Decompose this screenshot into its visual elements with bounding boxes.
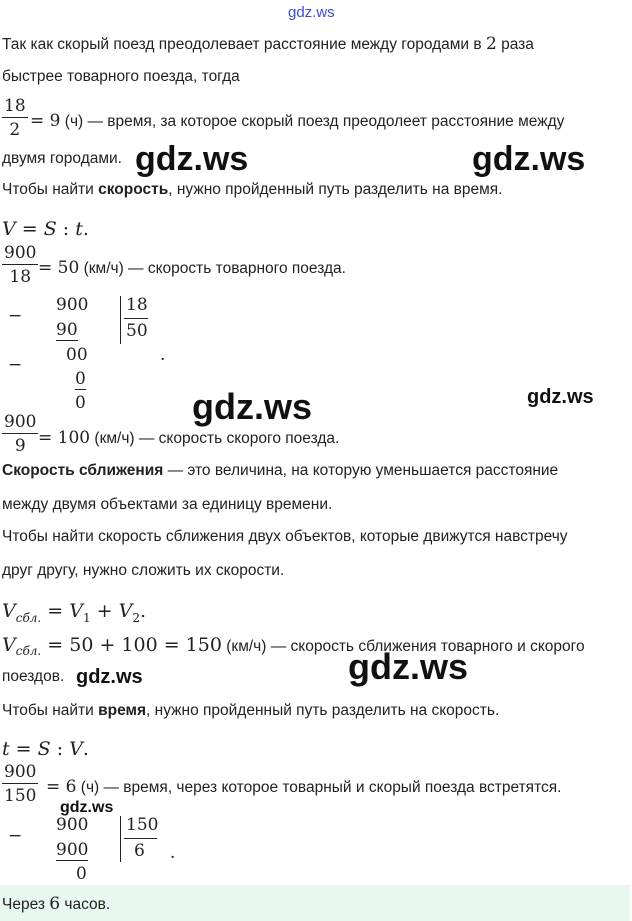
formula-s2: 2 [132, 610, 140, 625]
division-bar [120, 296, 121, 344]
definition-line2: между двумя объектами за единицу времени. [2, 496, 333, 513]
formula-v: V [69, 738, 83, 760]
equation-value: = 50 [38, 258, 80, 278]
time-line1 [30, 111, 564, 131]
answer-box [0, 885, 630, 921]
division-divisor: 18 [126, 295, 148, 315]
formula-speed [2, 218, 89, 240]
speed-rule-bold: скорость [98, 181, 169, 198]
equation-value: = 50 + 100 = 150 [41, 634, 222, 656]
fraction-900-150 [2, 764, 38, 805]
paragraph-intro-line1 [2, 34, 534, 54]
division2-dividend: 900 [56, 815, 89, 835]
division2-bar [120, 816, 121, 862]
formula-sub: сбл. [15, 610, 42, 625]
division2-quotient: 6 [134, 841, 145, 861]
division-minus-1: − [8, 306, 23, 326]
formula-eq: = [15, 218, 44, 240]
watermark-3: gdz.ws [192, 386, 313, 427]
answer-number: 6 [49, 894, 61, 914]
freight-speed-text: (км/ч) — скорость товарного поезда. [83, 260, 346, 277]
division-minus-2: − [8, 355, 23, 375]
formula-v2: V [118, 600, 133, 622]
speed-rule-a: Чтобы найти [2, 181, 99, 198]
fraction-numerator: 900 [4, 762, 37, 782]
fraction-denominator: 18 [9, 267, 32, 287]
answer-b: часов. [64, 896, 111, 913]
division2-divisor-line [124, 838, 157, 839]
division-subtrahend-2: 0 [75, 369, 86, 389]
intro-number: 2 [485, 34, 497, 54]
definition-text: — это величина, на которую уменьшается расстояние [163, 462, 559, 479]
formula-v: V [2, 600, 16, 622]
formula-sub: сбл. [15, 644, 42, 659]
approach-speed-line2: поездов. [2, 668, 65, 685]
time-rule-bold: время [98, 702, 147, 719]
speed-rule-b: , нужно пройденный путь разделить на время. [168, 181, 503, 198]
formula-plus: + [90, 600, 119, 622]
formula-dot: . [139, 600, 147, 622]
time-rule-a: Чтобы найти [2, 702, 99, 719]
meeting-time [46, 777, 561, 797]
watermark-5: gdz.ws [348, 646, 469, 687]
division2-dot: . [170, 843, 176, 863]
express-speed [38, 428, 339, 448]
fraction-numerator: 900 [4, 412, 37, 432]
fraction-numerator: 18 [4, 96, 26, 116]
fraction-900-9 [2, 414, 38, 455]
fraction-denominator: 2 [9, 120, 21, 140]
division2-divisor: 150 [126, 815, 159, 835]
division-dot: . [160, 345, 166, 365]
paragraph-intro-line2: быстрее товарного поезда, тогда [2, 68, 240, 85]
answer-text [2, 894, 110, 914]
equation-value: = 100 [38, 428, 91, 448]
intro-text-a: Так как скорый поезд преодолевает расстояние между городами в [2, 36, 482, 53]
division2-remainder: 0 [76, 864, 87, 884]
equation-value: = 6 [46, 777, 77, 797]
division-remainder-2: 0 [75, 393, 86, 413]
site-header-link[interactable]: gdz.ws [288, 4, 335, 21]
formula-eq: = [41, 600, 70, 622]
watermark-4: gdz.ws [527, 386, 594, 408]
division-subtrahend-1: 90 [56, 320, 78, 340]
approach-speed-text: (км/ч) — скорость сближения товарного и скорого [226, 638, 585, 655]
time-line2: двумя городами. [2, 150, 122, 167]
intro-text-b: раза [501, 36, 534, 53]
watermark-7: gdz.ws [60, 799, 114, 816]
formula-t: t [2, 738, 10, 760]
approach-speed [2, 634, 585, 658]
definition-line1 [2, 462, 558, 480]
formula-dot: . [82, 218, 89, 240]
equation-value: = 9 [30, 111, 61, 131]
formula-time [2, 738, 89, 760]
answer-a: Через [2, 896, 45, 913]
formula-v1: V [69, 600, 83, 622]
time-rule [2, 702, 499, 720]
formula-eq: = [9, 738, 38, 760]
division-divisor-line [124, 318, 148, 319]
approach-rule-line2: друг другу, нужно сложить их скорости. [2, 562, 285, 579]
watermark-1: gdz.ws [135, 140, 249, 178]
time-rule-b: , нужно пройденный путь разделить на скорость. [146, 702, 500, 719]
freight-speed [38, 258, 346, 278]
fraction-numerator: 900 [4, 243, 37, 263]
express-speed-text: (км/ч) — скорость скорого поезда. [94, 430, 340, 447]
time-text: (ч) — время, за которое скорый поезд преодолеет расстояние между [64, 113, 565, 130]
meeting-time-text: (ч) — время, через которое товарный и скорый поезда встретятся. [80, 779, 562, 796]
fraction-900-18 [2, 245, 38, 286]
formula-s: S [37, 738, 51, 760]
fraction-18-2 [2, 98, 28, 139]
approach-rule-line1: Чтобы найти скорость сближения двух объектов, которые движутся навстречу [2, 528, 568, 545]
formula-v: V [2, 218, 16, 240]
division2-subtrahend: 900 [56, 840, 89, 860]
formula-dot: . [82, 738, 89, 760]
division-quotient: 50 [126, 321, 148, 341]
watermark-2: gdz.ws [472, 140, 586, 178]
division-dividend: 900 [56, 295, 89, 315]
division2-minus: − [8, 826, 23, 846]
formula-t: t [75, 218, 83, 240]
definition-term: Скорость сближения [2, 462, 164, 479]
formula-s: S [43, 218, 57, 240]
fraction-denominator: 9 [14, 436, 26, 456]
formula-s1: 1 [82, 610, 91, 625]
formula-v: V [2, 634, 16, 656]
formula-op: : [50, 738, 70, 760]
speed-rule [2, 181, 502, 199]
division-remainder-1: 00 [66, 345, 88, 365]
fraction-denominator: 150 [4, 786, 37, 806]
formula-op: : [56, 218, 76, 240]
formula-approach [2, 600, 146, 625]
watermark-6: gdz.ws [76, 666, 143, 688]
